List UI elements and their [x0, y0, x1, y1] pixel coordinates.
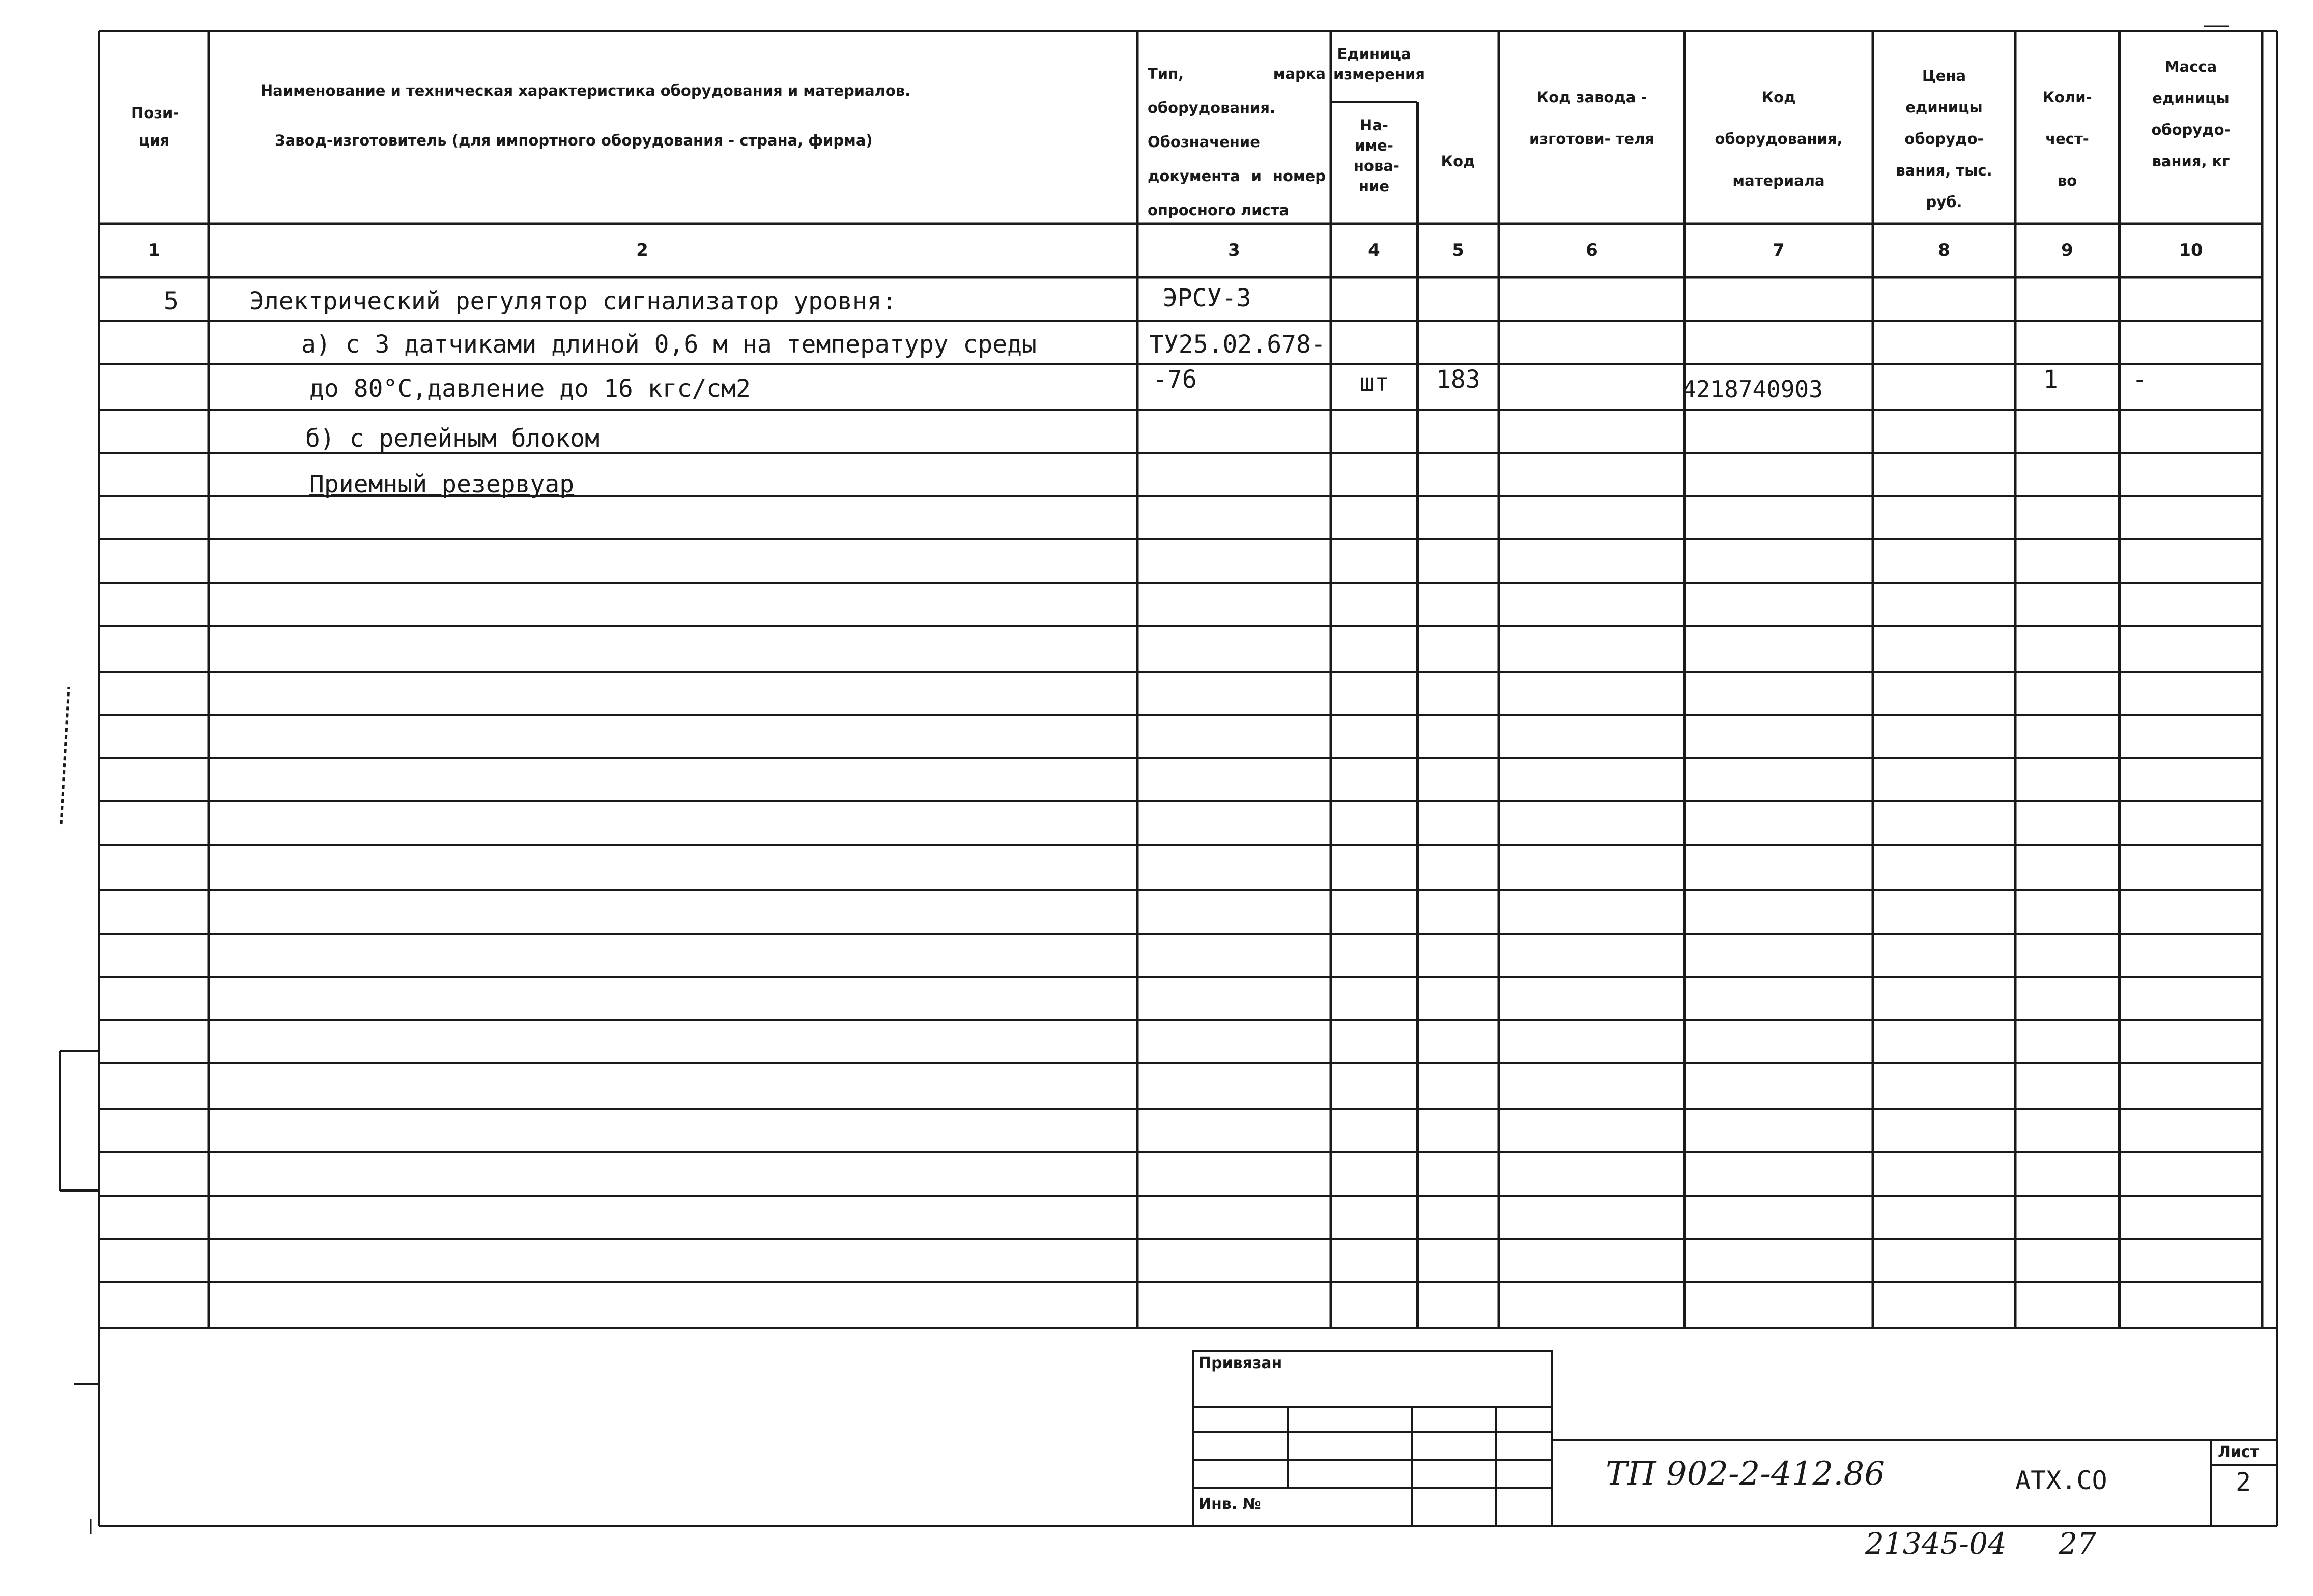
row-position: 5	[164, 287, 179, 315]
row-unit-code: 183	[1436, 365, 1480, 394]
stamp-linked-label: Привязан	[1198, 1354, 1282, 1372]
row-name: Электрический регулятор сигнализатор уровня:	[249, 287, 897, 315]
header-unit-name: На- име- нова- ние	[1354, 117, 1400, 195]
column-number: 3	[1228, 240, 1240, 260]
row-name: б) с релейным блоком	[305, 424, 599, 453]
stamp-document-number: ТП 902-2-412.86	[1606, 1455, 1885, 1493]
header-manufacturer-code: Код завода - изготови- теля	[1529, 89, 1655, 148]
header-type: Тип, марка оборудования. Обозначение документа и номер опросного листа	[1148, 65, 1326, 219]
header-mass: Масса единицы оборудо- вания, кг	[2151, 58, 2231, 170]
header-price: Цена единицы оборудо- вания, тыс. руб.	[1896, 67, 1992, 211]
row-equipment-code: 4218740903	[1682, 375, 1823, 403]
column-number: 8	[1938, 240, 1950, 260]
column-number: 6	[1586, 240, 1598, 260]
row-type: ТУ25.02.678-	[1149, 330, 1326, 359]
header-quantity: Коли- чест- во	[2042, 89, 2092, 189]
header-position: Пози- ция	[131, 104, 179, 149]
row-unit-name: шт	[1360, 368, 1389, 397]
row-name: Приемный резервуар	[309, 470, 575, 499]
row-quantity: 1	[2043, 365, 2058, 394]
stamp-sheet-label: Лист	[2218, 1443, 2260, 1461]
row-type: -76	[1153, 365, 1197, 394]
column-number: 9	[2061, 240, 2073, 260]
column-number: 2	[636, 240, 648, 260]
column-number: 7	[1773, 240, 1785, 260]
header-name-line1: Наименование и техническая характеристика оборудования и материалов.	[261, 82, 911, 99]
column-number: 1	[148, 240, 160, 260]
header-name-line2: Завод-изготовитель (для импортного оборудования - страна, фирма)	[275, 132, 873, 149]
row-mass: -	[2132, 365, 2147, 394]
header-unit-code: Код	[1441, 153, 1475, 170]
row-name: до 80°С,давление до 16 кгс/см2	[309, 374, 751, 403]
stamp-document-code: АТХ.СО	[2015, 1466, 2107, 1495]
footer-order-number: 21345-04	[1865, 1526, 2007, 1561]
row-type: ЭРСУ-3	[1163, 284, 1251, 312]
stamp-sheet-number: 2	[2236, 1467, 2251, 1497]
footer-page-number: 27	[2059, 1526, 2096, 1561]
column-number: 4	[1368, 240, 1380, 260]
stamp-inventory-label: Инв. №	[1198, 1495, 1261, 1513]
column-number: 10	[2179, 240, 2203, 260]
header-unit-group: Единица измерения	[1333, 45, 1425, 83]
header-equipment-code: Код оборудования, материала	[1715, 89, 1843, 189]
column-number: 5	[1452, 240, 1464, 260]
row-name: а) с 3 датчиками длиной 0,6 м на температуру среды	[301, 330, 1037, 359]
